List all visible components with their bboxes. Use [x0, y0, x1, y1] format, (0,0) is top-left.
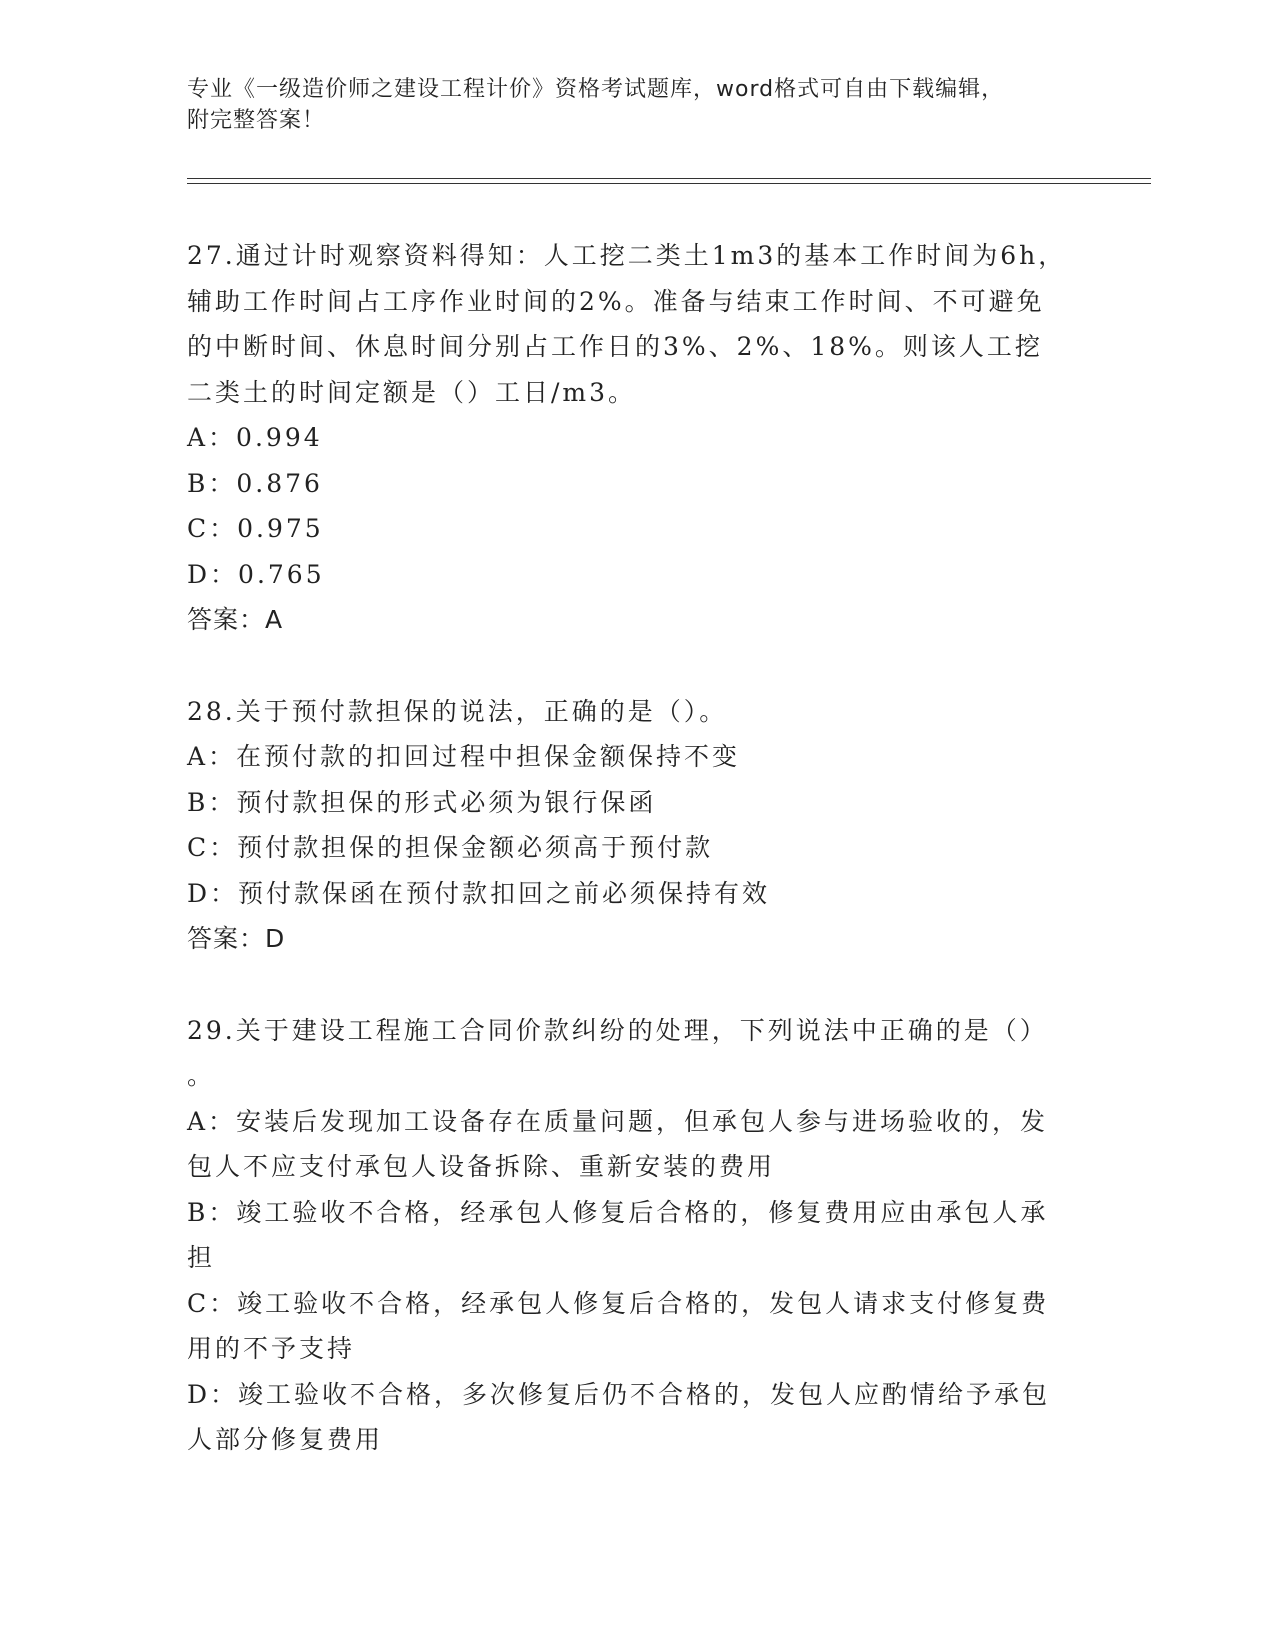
question-29	[187, 1008, 1087, 1463]
option-c-line-2: 用的不予支持	[187, 1334, 356, 1363]
question-list	[187, 233, 1087, 1463]
question-27	[187, 233, 1087, 643]
option-a: A：0.994	[187, 423, 323, 452]
question-stem-line: 27.通过计时观察资料得知：人工挖二类土1m3的基本工作时间为6h，	[187, 241, 1067, 270]
option-a-line-2: 包人不应支付承包人设备拆除、重新安装的费用	[187, 1152, 776, 1181]
option-b: B：预付款担保的形式必须为银行保函	[187, 787, 657, 817]
option-c: C：预付款担保的担保金额必须高于预付款	[187, 833, 714, 862]
header-divider-bottom	[187, 183, 1151, 184]
question-spacer	[187, 643, 1087, 689]
option-d: D：0.765	[187, 559, 325, 589]
option-b-line-2: 担	[187, 1243, 216, 1272]
question-stem-line: 辅助工作时间占工序作业时间的2%。准备与结束工作时间、不可避免	[187, 286, 1045, 316]
answer-label: 答案：A	[187, 605, 284, 634]
option-d: D：预付款保函在预付款扣回之前必须保持有效	[187, 878, 771, 908]
question-stem-line: 的中断时间、休息时间分别占工作日的3%、2%、18%。则该人工挖	[187, 332, 1043, 361]
document-header	[187, 74, 1067, 136]
option-d-line-2: 人部分修复费用	[187, 1425, 384, 1454]
question-stem-line: 29.关于建设工程施工合同价款纠纷的处理，下列说法中正确的是（）	[187, 1015, 1048, 1045]
header-line-1: 专业《一级造价师之建设工程计价》资格考试题库，word格式可自由下载编辑，	[187, 77, 1005, 102]
option-d-line-1: D：竣工验收不合格，多次修复后仍不合格的，发包人应酌情给予承包	[187, 1379, 1051, 1409]
question-28	[187, 689, 1087, 962]
question-stem-line: 二类土的时间定额是（）工日/m3。	[187, 377, 637, 407]
header-line-2: 附完整答案！	[187, 108, 326, 133]
option-c-line-1: C：竣工验收不合格，经承包人修复后合格的，发包人请求支付修复费	[187, 1288, 1050, 1318]
header-divider-top	[187, 178, 1151, 179]
question-stem-line: 。	[187, 1061, 216, 1090]
option-a: A：在预付款的扣回过程中担保金额保持不变	[187, 742, 741, 771]
question-spacer	[187, 962, 1087, 1008]
option-a-line-1: A：安装后发现加工设备存在质量问题，但承包人参与进场验收的，发	[187, 1106, 1049, 1136]
option-b: B：0.876	[187, 468, 323, 498]
option-c: C：0.975	[187, 514, 324, 543]
option-b-line-1: B：竣工验收不合格，经承包人修复后合格的，修复费用应由承包人承	[187, 1197, 1049, 1227]
question-stem-line: 28.关于预付款担保的说法，正确的是（）。	[187, 696, 728, 726]
answer-label: 答案：D	[187, 924, 286, 953]
